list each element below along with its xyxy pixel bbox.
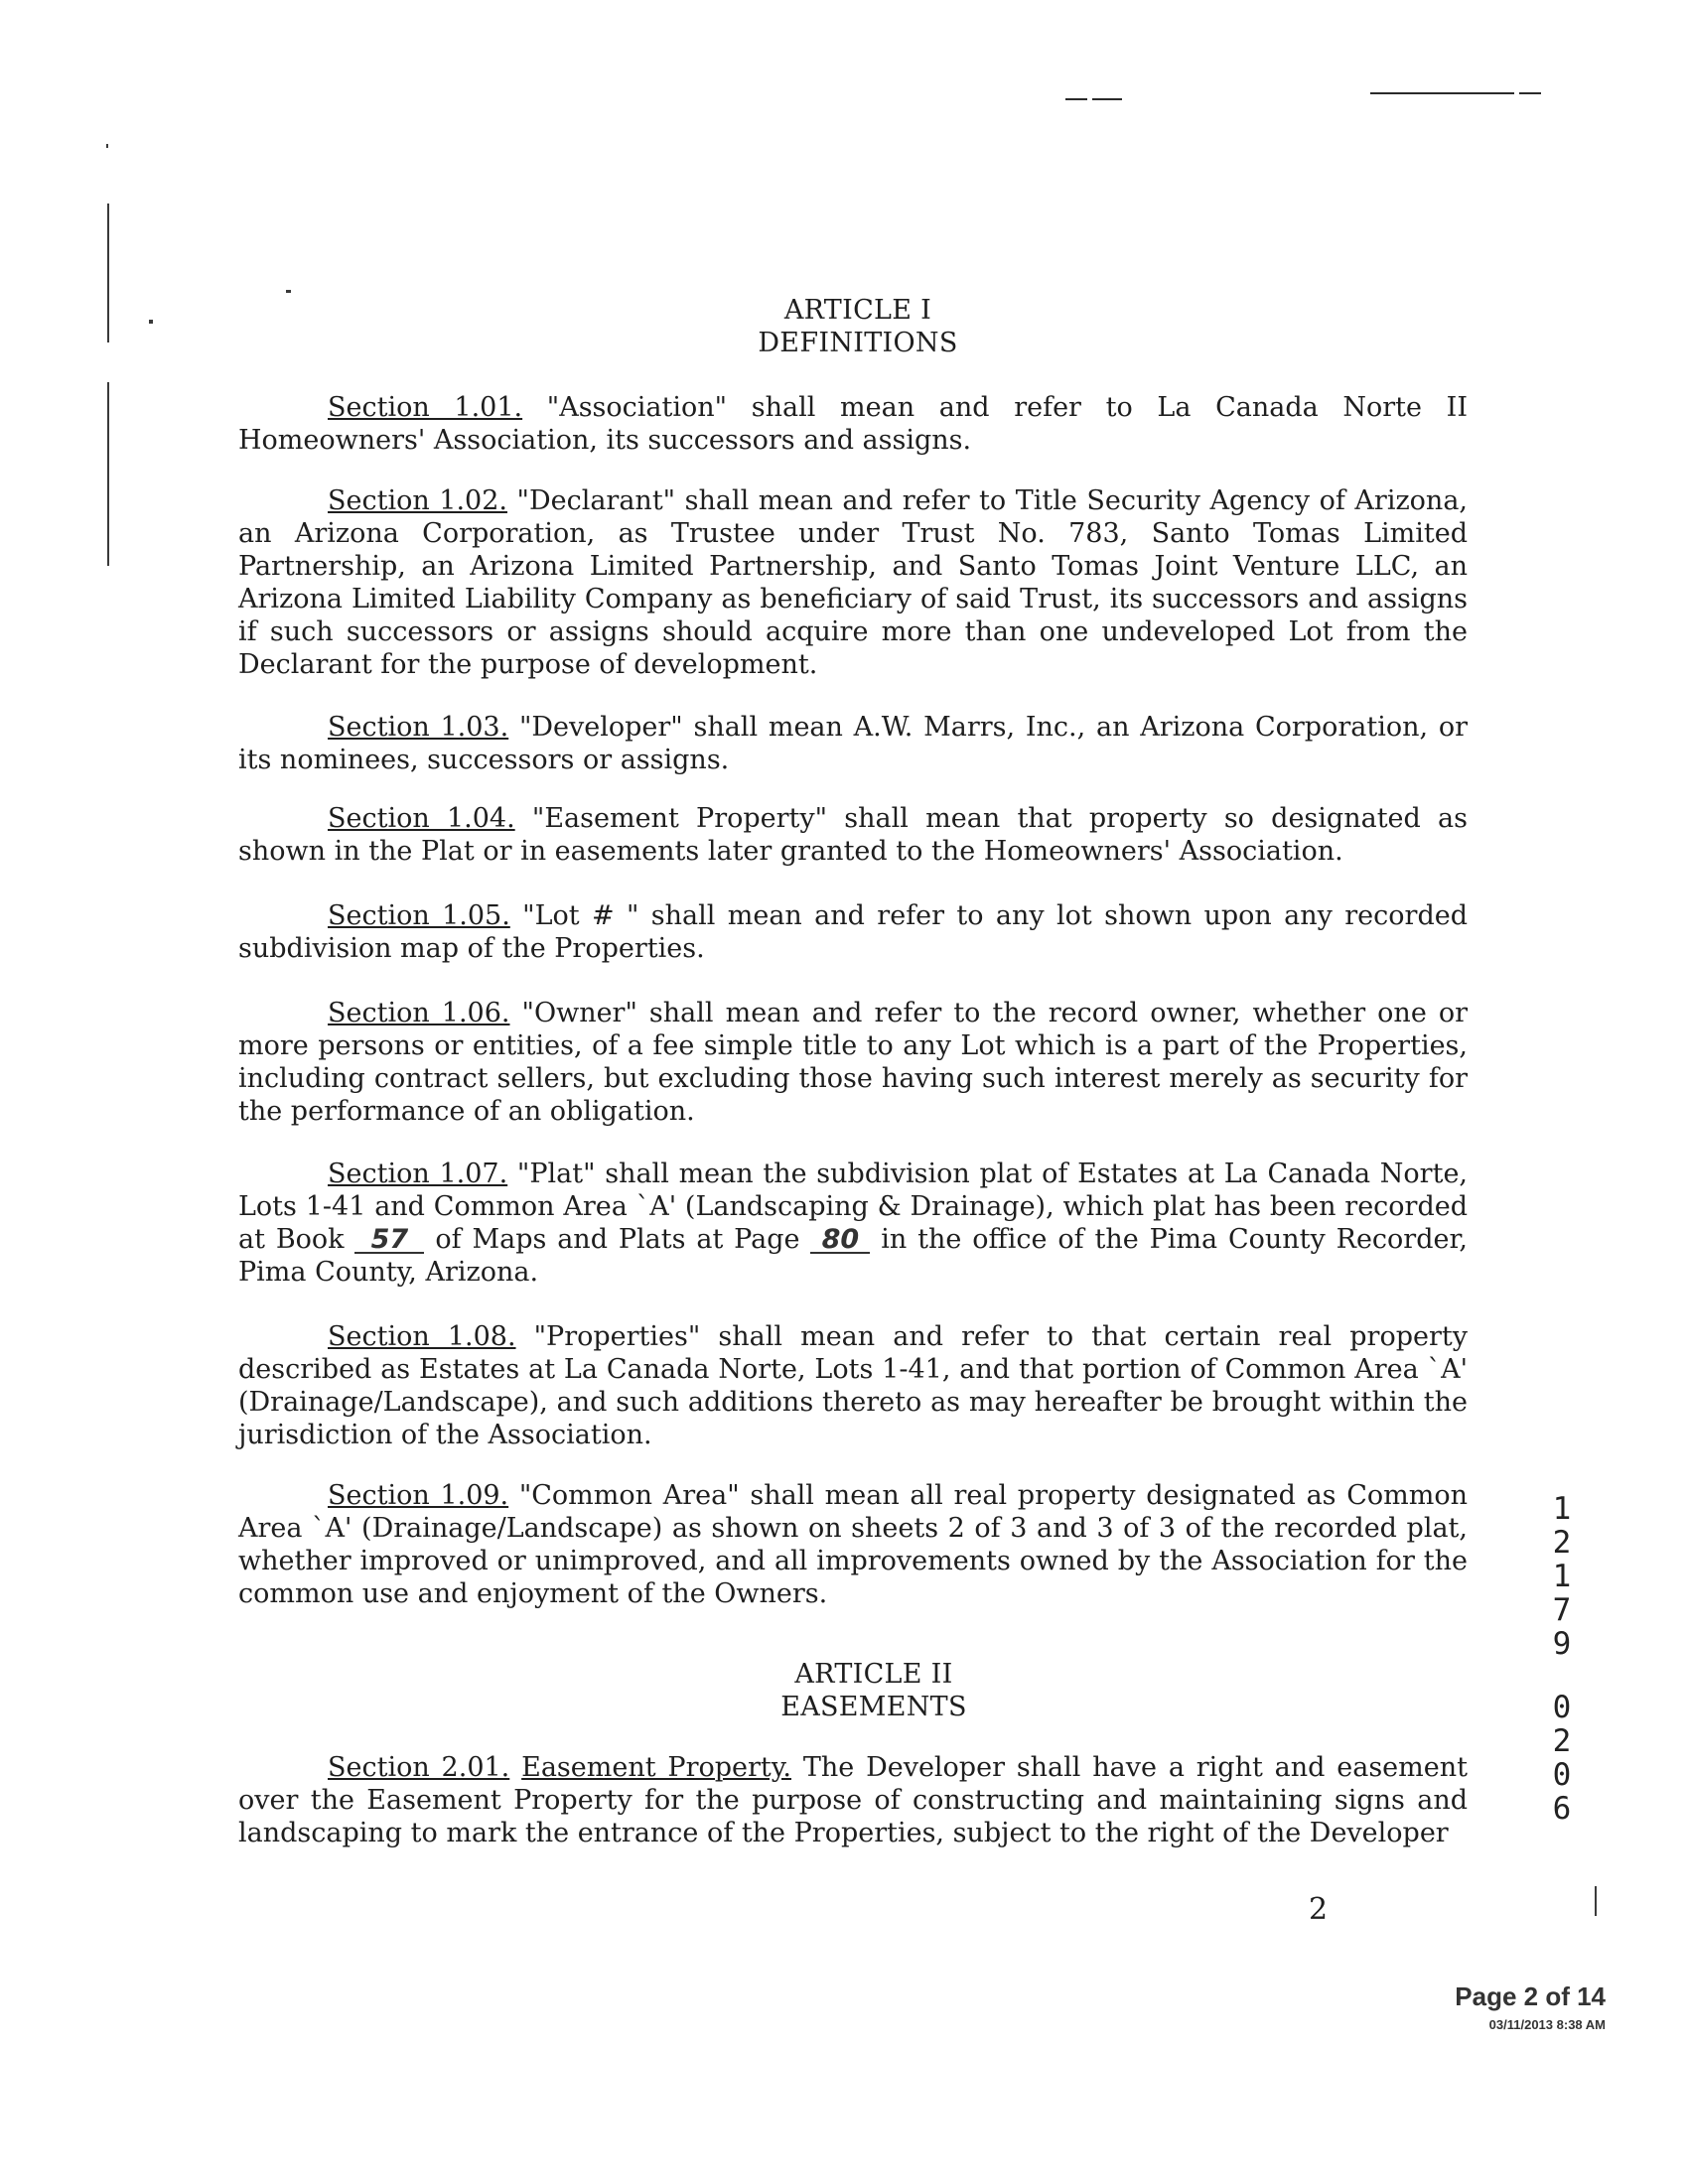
section-text: "Lot # " shall mean and refer to any lot shown upon any recorded subdivision map of the Properties. (238, 900, 1468, 964)
scan-top-dash (1065, 98, 1087, 100)
scan-right-line (1595, 1886, 1597, 1916)
section-label: Section 1.02. (328, 485, 507, 516)
stamp-digit: 1 (1552, 1559, 1572, 1594)
section-title: Easement Property. (521, 1752, 792, 1783)
section-1-07 (238, 1158, 1468, 1289)
section-1-02 (238, 484, 1468, 681)
section-text: The Developer shall have a right and easement over the Easement Property for the purpose of constructing and maintaining signs and landscaping to mark the entrance of the Properties, subject to the right of the Developer (238, 1752, 1468, 1848)
section-1-01 (238, 391, 1468, 457)
scan-margin-dot (106, 144, 108, 148)
scan-top-dash (1370, 92, 1514, 94)
footer-timestamp: 03/11/2013 8:38 AM (1488, 2017, 1606, 2032)
section-label: Section 1.01. (328, 392, 523, 423)
section-text: "Declarant" shall mean and refer to Title Security Agency of Arizona, an Arizona Corporation, as Trustee under Trust No. 783, Santo Tomas Limited Partnership, an Arizona Limited Partnership, and Santo Tomas Joint Venture LLC, an Arizona Limited Liability Company as beneficiary of said Trust, its successors and assigns if such successors or assigns should acquire more than one undeveloped Lot from the Declarant for the purpose of development. (238, 485, 1469, 680)
scan-top-dash (1519, 92, 1541, 94)
stamp-digit: 6 (1552, 1791, 1572, 1827)
article-2-number: ARTICLE II (794, 1659, 953, 1690)
scan-margin-dot (286, 290, 291, 293)
section-text: in the office of the Pima County Recorder, Pima County, Arizona. (238, 1224, 1469, 1288)
section-1-03 (238, 711, 1468, 776)
scan-margin-line (107, 382, 109, 566)
section-2-01 (238, 1751, 1468, 1849)
stamp-digit: 7 (1552, 1592, 1572, 1628)
section-1-05 (238, 899, 1468, 965)
stamp-digit: 2 (1552, 1525, 1572, 1561)
section-label: Section 1.03. (328, 712, 509, 743)
section-label: Section 1.07. (328, 1159, 508, 1189)
stamp-digit: 1 (1552, 1491, 1572, 1527)
section-text: "Developer" shall mean A.W. Marrs, Inc., an Arizona Corporation, or its nominees, successors or assigns. (238, 712, 1468, 775)
section-text: "Easement Property" shall mean that property so designated as shown in the Plat or in easements later granted to the Homeowners' Association. (238, 803, 1468, 867)
stamp-digit: 0 (1552, 1757, 1572, 1793)
article-2-title: EASEMENTS (780, 1692, 967, 1722)
section-text: "Owner" shall mean and refer to the record owner, whether one or more persons or entities, of a fee simple title to any Lot which is a part of the Properties, including contract sellers, but excluding those having such interest merely as security for the performance of an obligation. (238, 998, 1469, 1127)
section-label: Section 1.04. (328, 803, 515, 834)
section-text: "Plat" shall mean the subdivision plat of Estates at La Canada Norte, Lots 1-41 and Common Area `A' (Landscaping & Drainage), which plat has been recorded at Book (238, 1159, 1469, 1255)
section-1-06 (238, 997, 1468, 1128)
section-text: "Common Area" shall mean all real property designated as Common Area `A' (Drainage/Landscape) as shown on sheets 2 of 3 and 3 of 3 of the recorded plat, whether improved or unimproved, and all improvements owned by the Association for the common use and enjoyment of the Owners. (238, 1480, 1468, 1609)
section-label: Section 1.09. (328, 1480, 509, 1511)
section-text: of Maps and Plats at Page (424, 1224, 811, 1255)
handwritten-page-number: 80 (810, 1228, 870, 1254)
page-number: 2 (1309, 1892, 1329, 1927)
footer-page-count: Page 2 of 14 (1455, 1981, 1606, 2011)
section-label: Section 1.05. (328, 900, 510, 931)
handwritten-book-number: 57 (354, 1228, 424, 1254)
section-1-08 (238, 1320, 1468, 1451)
scan-top-dash (1092, 98, 1122, 100)
article-1-title: DEFINITIONS (758, 328, 958, 358)
stamp-digit: 0 (1552, 1690, 1572, 1725)
section-1-04 (238, 802, 1468, 868)
section-label: Section 2.01. (328, 1752, 510, 1783)
section-text: "Association" shall mean and refer to La Canada Norte II Homeowners' Association, its successors and assigns. (238, 392, 1469, 456)
section-1-09 (238, 1479, 1468, 1610)
stamp-digit: 2 (1552, 1723, 1572, 1759)
section-text: "Properties" shall mean and refer to that certain real property described as Estates at La Canada Norte, Lots 1-41, and that portion of Common Area `A' (Drainage/Landscape), and such additions thereto as may hereafter be brought within the jurisdiction of the Association. (238, 1321, 1468, 1450)
section-label: Section 1.06. (328, 998, 510, 1028)
stamp-digit: 9 (1552, 1626, 1572, 1662)
section-label: Section 1.08. (328, 1321, 516, 1352)
recorder-stamp-number (1542, 1492, 1582, 1826)
article-1-number: ARTICLE I (783, 295, 932, 326)
